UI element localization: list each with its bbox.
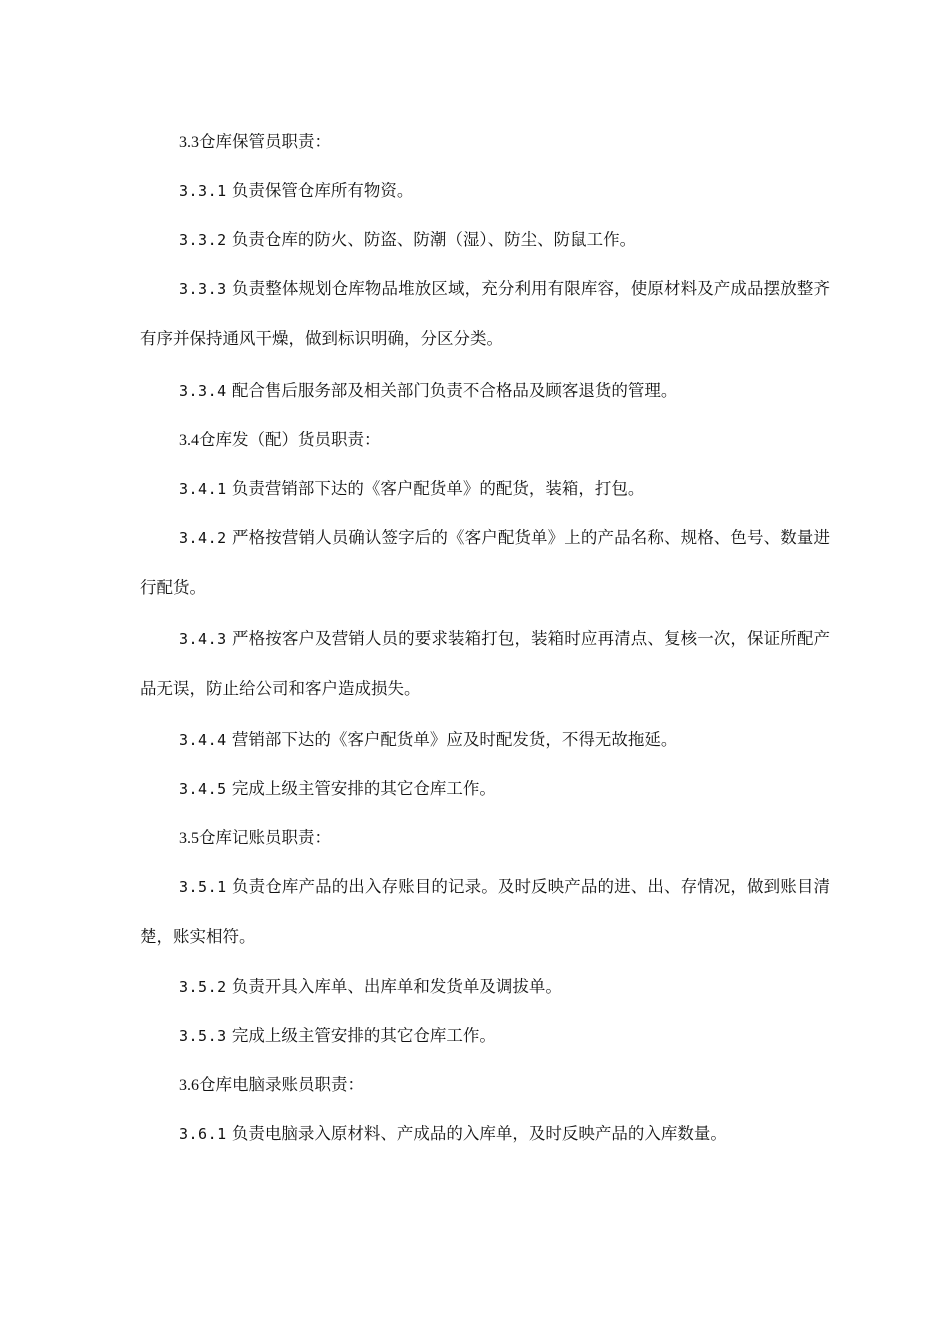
clause-3-4-3 [140,614,830,713]
section-heading-3-6 [140,1060,830,1110]
clause-3-4-2 [140,513,830,612]
section-heading-3-5 [140,813,830,863]
clause-text: 负责营销部下达的《客户配货单》的配货，装箱，打包。 [226,479,645,498]
section-heading-3-4 [140,415,830,465]
clause-3-5-3 [140,1011,830,1061]
clause-number: 3.3.4 [179,382,227,400]
clause-3-4-5 [140,764,830,814]
clause-text: 负责开具入库单、出库单和发货单及调拔单。 [226,977,562,996]
clause-text: 完成上级主管安排的其它仓库工作。 [226,1026,496,1045]
clause-text: 严格按客户及营销人员的要求装箱打包，装箱时应再清点、复核一次，保证所配产品无误，防止给公司和客户造成损失。 [140,629,830,698]
section-title: 仓库保管员职责： [199,132,331,151]
clause-text: 负责整体规划仓库物品堆放区域，充分利用有限库容，使原材料及产成品摆放整齐有序并保持通风干燥，做到标识明确，分区分类。 [140,279,830,348]
section-heading-3-3 [140,117,830,167]
clause-number: 3.3.1 [179,182,227,200]
clause-3-3-4 [140,366,830,416]
clause-text: 严格按营销人员确认签字后的《客户配货单》上的产品名称、规格、色号、数量进行配货。 [140,528,830,597]
section-title: 仓库电脑录账员职责： [199,1075,364,1094]
clause-3-3-1 [140,166,830,216]
section-number: 3.4 [179,432,199,449]
clause-number: 3.4.4 [179,731,227,749]
clause-3-3-2 [140,215,830,265]
clause-number: 3.3.3 [179,280,227,298]
clause-3-5-2 [140,962,830,1012]
clause-text: 负责仓库产品的出入存账目的记录。及时反映产品的进、出、存情况，做到账目清楚，账实相符。 [140,877,830,946]
clause-number: 3.4.2 [179,529,227,547]
clause-text: 负责仓库的防火、防盗、防潮（湿）、防尘、防鼠工作。 [226,230,637,249]
clause-3-6-1 [140,1109,830,1159]
section-title: 仓库发（配）货员职责： [199,430,381,449]
clause-3-3-3 [140,264,830,363]
clause-text: 负责保管仓库所有物资。 [226,181,414,200]
clause-number: 3.6.1 [179,1125,227,1143]
clause-text: 完成上级主管安排的其它仓库工作。 [226,779,496,798]
clause-number: 3.5.1 [179,878,227,896]
clause-text: 营销部下达的《客户配货单》应及时配发货，不得无故拖延。 [226,730,678,749]
clause-3-5-1 [140,862,830,961]
section-number: 3.3 [179,134,199,151]
clause-text: 负责电脑录入原材料、产成品的入库单，及时反映产品的入库数量。 [226,1124,727,1143]
section-number: 3.5 [179,830,199,847]
section-number: 3.6 [179,1077,199,1094]
clause-number: 3.5.3 [179,1027,227,1045]
section-title: 仓库记账员职责： [199,828,331,847]
clause-number: 3.3.2 [179,231,227,249]
clause-text: 配合售后服务部及相关部门负责不合格品及顾客退货的管理。 [226,381,678,400]
clause-number: 3.4.3 [179,630,227,648]
clause-number: 3.4.5 [179,780,227,798]
clause-3-4-4 [140,715,830,765]
clause-number: 3.5.2 [179,978,227,996]
clause-3-4-1 [140,464,830,514]
clause-number: 3.4.1 [179,480,227,498]
